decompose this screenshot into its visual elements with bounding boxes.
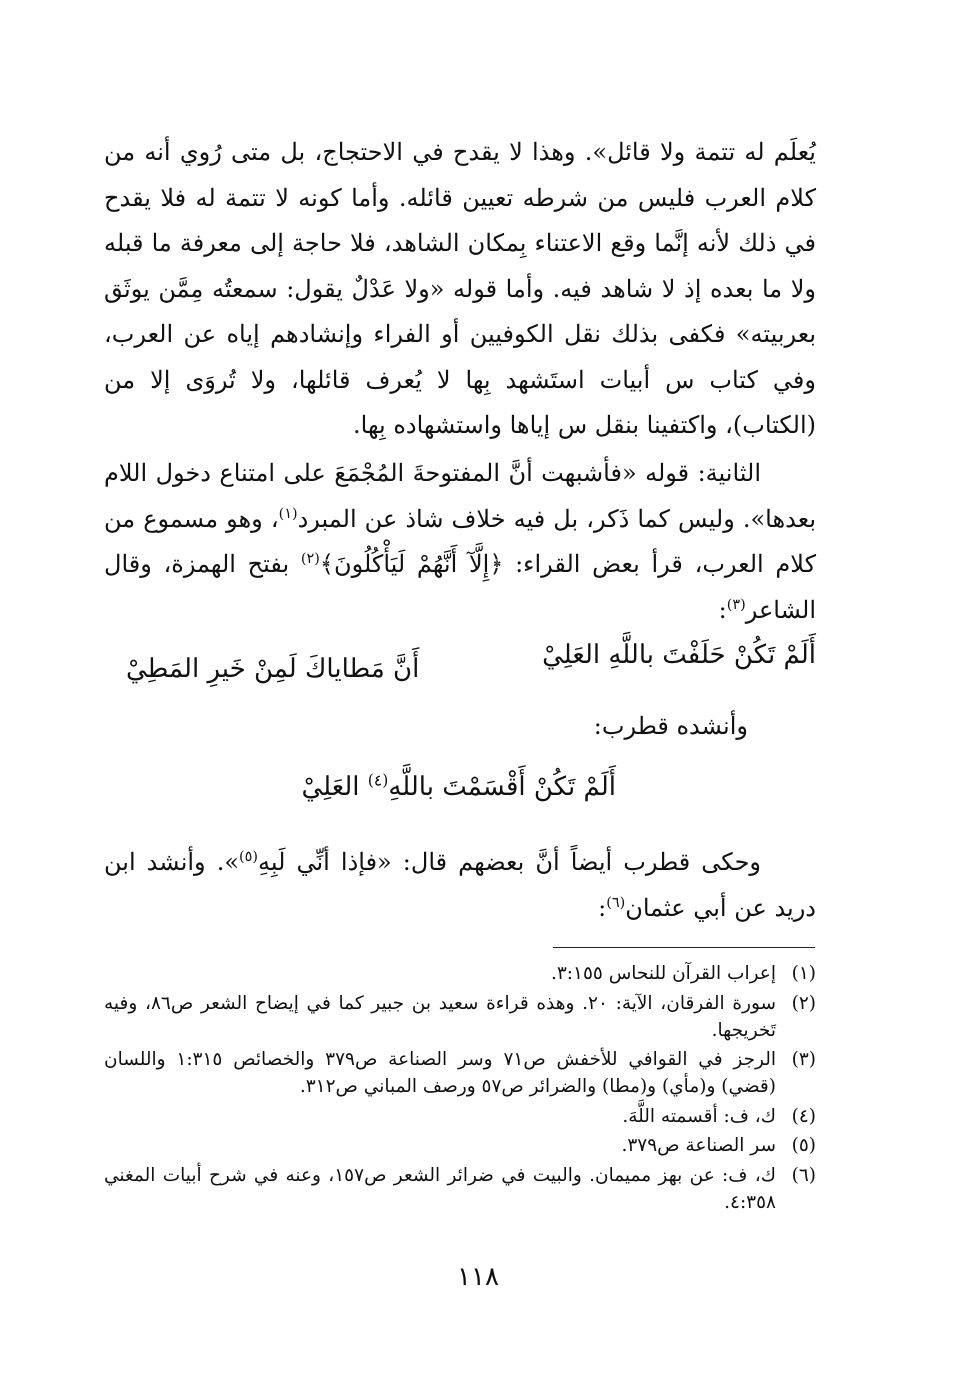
body-paragraph-1: يُعلَم له تتمة ولا قائل». وهذا لا يقدح في الاحتجاج، بل متى رُوي أنه من كلام العرب فليس من شرطه تعيين قائله. وأما كونه لا تتمة له فلا يقدح في ذلك لأنه إنَّما وقع الاعتناء بِمكان الشاهد، فلا حاجة إلى معرفة ما قبله ولا ما بعده إذ لا شاهد فيه. وأما قوله «ولا عَدْلٌ يقول: سمعتُه مِمَّن يوثَق بعربيته» فكفى بذلك نقل الكوفيين أو الفراء وإنشادهم إياه عن العرب، وفي كتاب س أبيات استَشهد بِها لا يُعرف قائلها، ولا تُروَى إلا من (الكتاب)، واكتفينا بنقل س إياها واستشهاده بِها. xyxy=(104,138,816,439)
footnote-text: ك، ف: عن بهز مميمان. والبيت في ضرائر الشعر ص١٥٧، وعنه في شرح أبيات المغني ٤:٣٥٨. xyxy=(104,1164,776,1213)
verse-2-intro: وأنشده قطرب: xyxy=(593,712,748,740)
paragraph-2-text-a: الثانية: قوله «فأشبهت أنَّ المفتوحةَ المُجْمَعَ على امتناع دخول اللام بعدها». وليس كما ذَكر، بل فيه خلاف شاذ عن المبرد xyxy=(104,459,817,533)
footnotes xyxy=(104,960,816,1218)
footnote-ref-1: (١) xyxy=(278,505,298,522)
footnote-number: (٤) xyxy=(791,1105,816,1127)
footnote-4 xyxy=(104,1103,816,1130)
footnote-number: (٥) xyxy=(791,1135,816,1156)
verse-1-second-hemistich: أَنَّ مَطاياكَ لَمِنْ خَيرِ المَطِيْ xyxy=(126,654,420,684)
footnote-3 xyxy=(104,1046,816,1100)
footnote-6 xyxy=(104,1162,816,1216)
body-paragraph-3 xyxy=(104,840,816,931)
footnote-5 xyxy=(104,1132,816,1159)
footnote-2 xyxy=(104,990,816,1044)
footnote-text: ك، ف: أقسمته اللَّهَ. xyxy=(622,1105,776,1127)
footnote-text: سر الصناعة ص٣٧٩. xyxy=(621,1135,776,1156)
footnote-text: الرجز في القوافي للأخفش ص٧١ وسر الصناعة ص٣٧٩ والخصائص ١:٣١٥ واللسان (قضي) و(مأي) و(مطا) والضرائر ص٥٧ ورصف المباني ص٣١٢. xyxy=(104,1049,776,1097)
paragraph-3-text-b: ». وأنشد ابن دريد عن أبي عثمان xyxy=(104,848,816,922)
footnote-ref-3: (٣) xyxy=(726,596,746,613)
verse-1-first-hemistich: أَلَمْ تَكُنْ حَلَفْتَ باللَّهِ العَلِيْ xyxy=(542,640,816,670)
footnote-1 xyxy=(104,960,816,987)
footnote-number: (٦) xyxy=(791,1164,816,1186)
body-paragraph-2 xyxy=(104,451,816,633)
paragraph-3-text-c: : xyxy=(598,893,607,922)
verse-2 xyxy=(302,772,616,802)
paragraph-2-text-b: ، وهو مسموع من كلام العرب، قرأ بعض القراء: ﴿إِلَّآ أَنَّهُمْ لَيَأْكُلُونَ﴾ xyxy=(104,504,817,578)
footnote-ref-2: (٢) xyxy=(300,551,320,567)
footnote-ref-5: (٥) xyxy=(239,849,258,865)
footnote-number: (٢) xyxy=(791,992,816,1014)
page-number: ١١٨ xyxy=(457,1262,499,1292)
footnote-number: (٣) xyxy=(791,1049,816,1070)
footnote-ref-4: (٤) xyxy=(367,771,389,790)
footnote-number: (١) xyxy=(791,963,816,984)
footnote-separator xyxy=(553,947,815,948)
paragraph-3-text-a: وحكى قطرب أيضاً أنَّ بعضهم قال: «فإذا أنِّي لَبِهِ xyxy=(258,848,761,876)
paragraph-2-text-c: بفتح الهمزة، وقال الشاعر xyxy=(104,550,816,624)
verse-2-text-a: أَلَمْ تَكُنْ أَقْسَمْتَ باللَّهِ xyxy=(388,772,616,802)
paragraph-2-text-d: : xyxy=(718,595,727,624)
footnote-text: سورة الفرقان، الآية: ٢٠. وهذه قراءة سعيد بن جبير كما في إيضاح الشعر ص٨٦، وفيه تَخريجها. xyxy=(104,992,777,1041)
verse-2-text-b: العَلِيْ xyxy=(301,772,368,802)
footnote-text: إعراب القرآن للنحاس ٣:١٥٥. xyxy=(550,963,776,984)
footnote-ref-6: (٦) xyxy=(606,894,626,911)
